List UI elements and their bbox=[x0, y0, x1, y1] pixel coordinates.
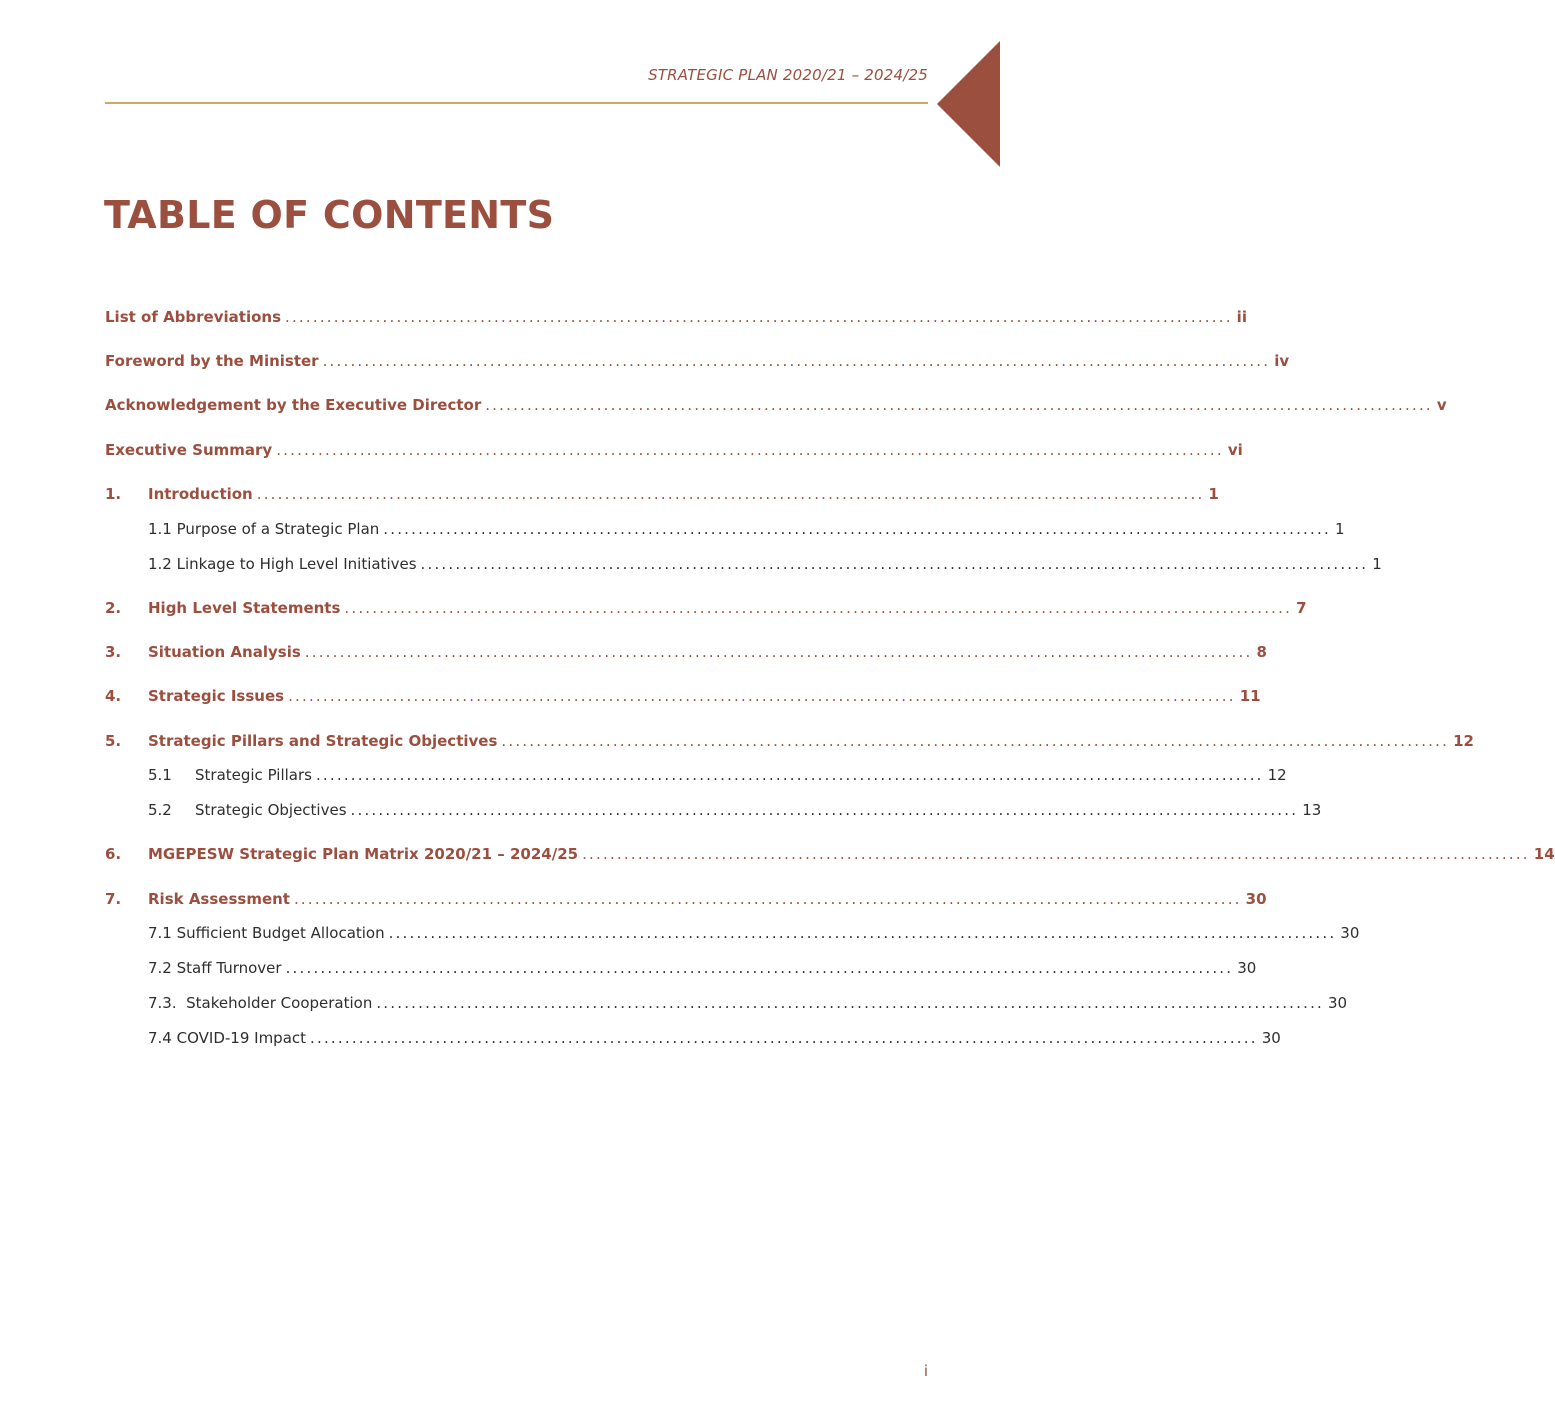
toc-entry-label: 7.1 Sufficient Budget Allocation bbox=[148, 924, 385, 942]
toc-entry-label: Strategic Pillars bbox=[195, 766, 312, 784]
toc-subentry[interactable] bbox=[148, 801, 1322, 825]
toc-subentry[interactable] bbox=[148, 959, 1257, 983]
toc-subentry[interactable] bbox=[148, 555, 1382, 579]
toc-entry-page: 7 bbox=[1296, 599, 1307, 617]
toc-entry-label: Foreword by the Minister bbox=[105, 352, 319, 370]
dot-leader: ........................................................................................................................................ bbox=[293, 890, 1242, 908]
dot-leader: ........................................................................................................................................ bbox=[276, 441, 1224, 459]
toc-entry-label: Acknowledgement by the Executive Director bbox=[105, 396, 482, 414]
page-header-title: STRATEGIC PLAN 2020/21 – 2024/25 bbox=[648, 66, 928, 84]
toc-entry-label: 1.1 Purpose of a Strategic Plan bbox=[148, 520, 380, 538]
toc-entry-label: Risk Assessment bbox=[148, 890, 290, 908]
toc-entry-page: iv bbox=[1274, 352, 1290, 370]
toc-entry[interactable] bbox=[105, 890, 1267, 914]
toc-entry-page: 8 bbox=[1256, 643, 1267, 661]
dot-leader: ........................................................................................................................................ bbox=[485, 396, 1433, 414]
toc-entry-page: vi bbox=[1227, 441, 1243, 459]
toc-entry[interactable] bbox=[105, 485, 1219, 509]
page-number: i bbox=[923, 1362, 928, 1380]
toc-entry-page: 30 bbox=[1340, 924, 1360, 942]
dot-leader: ........................................................................................................................................ bbox=[285, 308, 1233, 326]
toc-entry[interactable] bbox=[105, 687, 1261, 711]
toc-entry-page: 30 bbox=[1245, 890, 1267, 908]
toc-entry-number: 6. bbox=[105, 845, 122, 863]
toc-subentry[interactable] bbox=[148, 520, 1345, 544]
toc-entry-number: 5.2 bbox=[148, 801, 172, 819]
dot-leader: ........................................................................................................................................ bbox=[288, 687, 1236, 705]
header-rule bbox=[105, 102, 928, 104]
dot-leader: ........................................................................................................................................ bbox=[310, 1029, 1258, 1047]
toc-entry-label: 7.2 Staff Turnover bbox=[148, 959, 282, 977]
toc-subentry[interactable] bbox=[148, 994, 1348, 1018]
toc-entry-label: Executive Summary bbox=[105, 441, 273, 459]
toc-entry-label: 7.3. Stakeholder Cooperation bbox=[148, 994, 373, 1012]
toc-entry-page: 13 bbox=[1302, 801, 1322, 819]
dot-leader: ........................................................................................................................................ bbox=[304, 643, 1253, 661]
toc-entry-page: 1 bbox=[1334, 520, 1345, 538]
toc-entry-number: 4. bbox=[105, 687, 122, 705]
dot-leader: ........................................................................................................................................ bbox=[344, 599, 1293, 617]
dot-leader: ........................................................................................................................................ bbox=[315, 766, 1264, 784]
toc-entry-number: 3. bbox=[105, 643, 122, 661]
dot-leader: ........................................................................................................................................ bbox=[383, 520, 1331, 538]
toc-entry-page: 30 bbox=[1328, 994, 1348, 1012]
toc-entry-page: 12 bbox=[1453, 732, 1474, 750]
toc-entry-page: v bbox=[1436, 396, 1447, 414]
toc-entry-label: Situation Analysis bbox=[148, 643, 301, 661]
toc-entry[interactable] bbox=[105, 599, 1307, 623]
toc-entry[interactable] bbox=[105, 441, 1243, 465]
toc-entry-page: 30 bbox=[1261, 1029, 1281, 1047]
dot-leader: ........................................................................................................................................ bbox=[501, 732, 1450, 750]
toc-entry-number: 5.1 bbox=[148, 766, 172, 784]
toc-entry-page: 12 bbox=[1267, 766, 1287, 784]
toc-entry-label: Introduction bbox=[148, 485, 253, 503]
toc-entry-label: 7.4 COVID-19 Impact bbox=[148, 1029, 307, 1047]
toc-entry-label: 1.2 Linkage to High Level Initiatives bbox=[148, 555, 417, 573]
dot-leader: ........................................................................................................................................ bbox=[350, 801, 1299, 819]
toc-entry-label: Strategic Issues bbox=[148, 687, 285, 705]
dot-leader: ........................................................................................................................................ bbox=[388, 924, 1337, 942]
toc-entry-number: 2. bbox=[105, 599, 122, 617]
toc-entry-label: High Level Statements bbox=[148, 599, 341, 617]
page-title: TABLE OF CONTENTS bbox=[104, 193, 555, 237]
dot-leader: ........................................................................................................................................ bbox=[322, 352, 1271, 370]
toc-entry-number: 5. bbox=[105, 732, 122, 750]
toc-entry[interactable] bbox=[105, 308, 1247, 332]
toc-entry-label: Strategic Objectives bbox=[195, 801, 347, 819]
toc-entry-page: 30 bbox=[1237, 959, 1257, 977]
toc-entry[interactable] bbox=[105, 396, 1447, 420]
toc-entry[interactable] bbox=[105, 845, 1555, 869]
toc-entry-page: 11 bbox=[1239, 687, 1261, 705]
toc-entry-label: Strategic Pillars and Strategic Objectives bbox=[148, 732, 498, 750]
toc-entry[interactable] bbox=[105, 643, 1267, 667]
toc-entry-page: ii bbox=[1236, 308, 1247, 326]
toc-subentry[interactable] bbox=[148, 924, 1360, 948]
toc-entry-page: 1 bbox=[1208, 485, 1219, 503]
toc-entry-number: 7. bbox=[105, 890, 122, 908]
toc-entry-number: 1. bbox=[105, 485, 122, 503]
dot-leader: ........................................................................................................................................ bbox=[582, 845, 1530, 863]
toc-entry-label: MGEPESW Strategic Plan Matrix 2020/21 – 2024/25 bbox=[148, 845, 579, 863]
corner-tab-decoration bbox=[937, 41, 1000, 167]
dot-leader: ........................................................................................................................................ bbox=[256, 485, 1205, 503]
toc-entry[interactable] bbox=[105, 732, 1474, 756]
dot-leader: ........................................................................................................................................ bbox=[420, 555, 1369, 573]
toc-entry-page: 14 bbox=[1533, 845, 1555, 863]
toc-entry[interactable] bbox=[105, 352, 1290, 376]
toc-subentry[interactable] bbox=[148, 1029, 1281, 1053]
dot-leader: ........................................................................................................................................ bbox=[376, 994, 1325, 1012]
toc-entry-label: List of Abbreviations bbox=[105, 308, 281, 326]
dot-leader: ........................................................................................................................................ bbox=[285, 959, 1234, 977]
toc-subentry[interactable] bbox=[148, 766, 1287, 790]
toc-entry-page: 1 bbox=[1372, 555, 1382, 573]
